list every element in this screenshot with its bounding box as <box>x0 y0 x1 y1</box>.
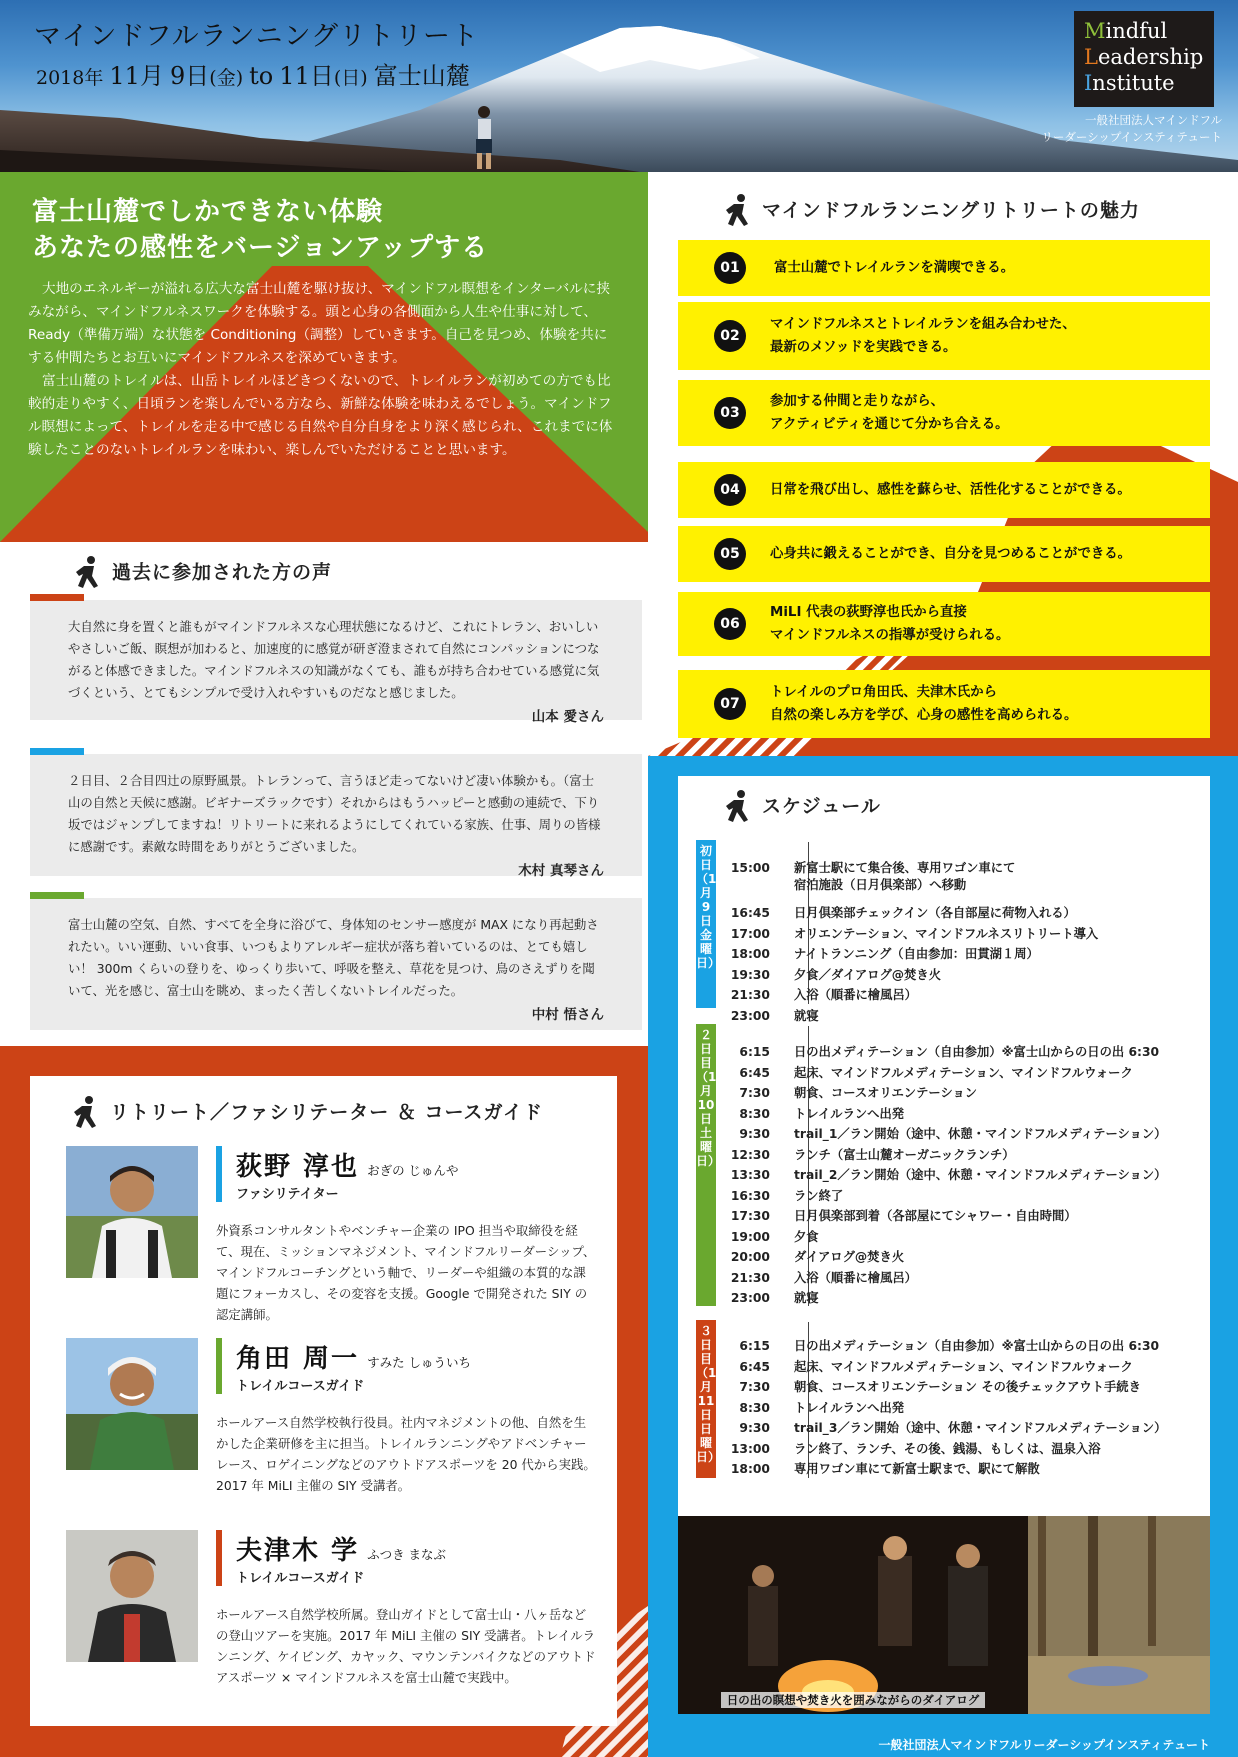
merits-heading: マインドフルランニングリトリートの魅力 <box>724 194 1140 228</box>
facilitator-name: 夫津木 学 ふつき まなぶ <box>236 1536 447 1566</box>
schedule-card <box>678 776 1210 1714</box>
merit-text: 日常を飛び出し、感性を蘇らせ、活性化することができる。 <box>770 482 1131 498</box>
portrait-photo <box>66 1530 198 1662</box>
schedule-time: 21:30 <box>730 988 770 1002</box>
schedule-event: トレイルランへ出発 <box>794 1400 905 1415</box>
schedule-event: trail_1／ラン開始（途中、休憩・マインドフルメディテーション） <box>794 1127 1167 1141</box>
event-title: マインドフルランニングリトリート <box>34 21 480 52</box>
facilitator-bio: ホールアース自然学校所属。登山ガイドとして富士山・八ヶ岳などの登山ツアーを実施。2017 年 MiLI 主催の SIY 受講者。トレイルランニング、ケイビング、カヤック、マウンテンバイクなどのアウトドアスポーツ × マインドフルネスを富士山麓で実践中。 <box>216 1607 596 1685</box>
schedule-time: 17:30 <box>730 1209 770 1223</box>
schedule-event: 就寝 <box>794 1008 819 1023</box>
schedule-time: 9:30 <box>739 1127 770 1141</box>
day-label-2: ２日目（11月10日 土曜日） <box>696 1024 716 1306</box>
header-banner <box>0 0 1238 172</box>
schedule-event: trail_2／ラン開始（途中、休憩・マインドフルメディテーション） <box>794 1168 1167 1182</box>
merit-text: 参加する仲間と走りながら、 アクティビティを通じて分かち合える。 <box>770 394 1009 432</box>
voice-text: 富士山麓の空気、自然、すべてを全身に浴びて、身体知のセンサー感度が MAX になり再起動されたい。いい運動、いい食事、いつもよりアレルギー症状が落ち着いているのは、とても嬉しい！ 300m くらいの登りを、ゆっくり歩いて、呼吸を整え、草花を見つけ、鳥のさえずりを聞いて、光を感じ、富士山を眺め、まったく苦しくないトレイルだった。 <box>68 917 599 998</box>
schedule-time: 18:00 <box>730 947 770 961</box>
voice-text: 大自然に身を置くと誰もがマインドフルネスな心理状態になるけど、これにトレラン、おいしいやさしいご飯、瞑想が加わると、加速度的に感覚が研ぎ澄まされて自然にコンパッションにつながると体感できました。マインドフルネスの知識がなくても、誰もが持ち合わせている感覚に気づくという、とてもシンプルで受け入れやすいものだなと感じました。 <box>68 619 600 700</box>
schedule-event: 夕食 <box>794 1229 819 1244</box>
schedule-time: 23:00 <box>730 1008 770 1023</box>
facilitator-kana: おぎの じゅんや <box>367 1163 459 1178</box>
merit-text: MiLI 代表の荻野淳也氏から直接 マインドフルネスの指導が受けられる。 <box>770 605 1010 643</box>
schedule-event: ランチ（富士山麓オーガニックランチ） <box>794 1147 1015 1162</box>
facilitator-kana: ふつき まなぶ <box>367 1547 447 1562</box>
schedule-time: 19:30 <box>730 967 770 982</box>
schedule-time: 8:30 <box>739 1106 770 1121</box>
schedule-time: 13:30 <box>730 1168 770 1182</box>
schedule-event: 入浴（順番に檜風呂） <box>794 1270 917 1285</box>
merit-text: 心身共に鍛えることができ、自分を見つめることができる。 <box>770 546 1132 562</box>
merit-number-badge: 06 <box>714 608 746 640</box>
portrait-photo <box>66 1338 198 1470</box>
voice-author: 木村 真琴さん <box>518 863 604 879</box>
schedule-event: 入浴（順番に檜風呂） <box>794 988 917 1002</box>
intro-paragraph-1: 大地のエネルギーが溢れる広大な富士山麓を駆け抜け、マインドフル瞑想をインターバルに挟みながら、マインドフルネスワークを体験する。頭と心身の各側面から人生や仕事に対して、Ready（準備万端）な状態を Conditioning（調整）していきます。自己を見つめ、体験を共にする仲間たちとお互いにマインドフルネスを深めていきます。 <box>28 281 610 366</box>
schedule-time: 21:30 <box>730 1270 770 1285</box>
mili-logo: Mindful Leadership Institute <box>1074 11 1214 107</box>
schedule-event: ラン終了 <box>794 1188 844 1203</box>
intro-section <box>0 172 648 542</box>
schedule-time: 18:00 <box>730 1462 770 1476</box>
voice-author: 中村 悟さん <box>531 1007 604 1023</box>
merit-item <box>678 380 1210 446</box>
merit-item <box>678 302 1210 370</box>
schedule-time: 7:30 <box>739 1380 770 1394</box>
facilitator-role: トレイルコースガイド <box>236 1379 365 1394</box>
voice-accent-bar <box>30 748 84 755</box>
schedule-time: 16:30 <box>730 1188 770 1203</box>
merit-item <box>678 670 1210 738</box>
merit-text: マインドフルネスとトレイルランを組み合わせた、 最新のメソッドを実践できる。 <box>770 317 1076 355</box>
facilitator-role: ファシリテイター <box>236 1187 339 1202</box>
runner-icon <box>74 556 102 590</box>
schedule-event: 起床、マインドフルメディテーション、マインドフルウォーク <box>794 1065 1133 1080</box>
schedule-event: 日の出メディテーション（自由参加）※富士山からの日の出 6:30 <box>794 1045 1160 1059</box>
schedule-event: トレイルランへ出発 <box>794 1106 905 1121</box>
event-date: 2018年 11月 9日(金) to 11日(日) 富士山麓 <box>36 62 470 90</box>
merit-item <box>678 240 1210 296</box>
schedule-event: 起床、マインドフルメディテーション、マインドフルウォーク <box>794 1359 1133 1374</box>
facilitator-bio: 外資系コンサルタントやベンチャー企業の IPO 担当や取締役を経て、現在、ミッションマネジメント、マインドフルリーダーシップ、マインドフルコーチングという軸で、リーダーや組織の本質的な課題にフォーカスし、その変容を支援。Google で開発された SIY の認定講師。 <box>216 1223 596 1322</box>
schedule-time: 7:30 <box>739 1086 770 1100</box>
facilitator-name: 角田 周一 すみた しゅういち <box>236 1344 472 1374</box>
portrait-photo <box>66 1146 198 1278</box>
schedule-time: 15:00 <box>730 861 770 875</box>
schedule-event: 夕食／ダイアログ@焚き火 <box>794 967 941 982</box>
facilitator-name: 荻野 淳也 おぎの じゅんや <box>236 1152 459 1182</box>
merit-text: トレイルのプロ角田氏、夫津木氏から 自然の楽しみ方を学び、心身の感性を高められる。 <box>770 685 1078 723</box>
schedule-time: 20:00 <box>730 1250 770 1264</box>
intro-paragraph-2: 富士山麓のトレイルは、山岳トレイルほどきつくないので、トレイルランが初めての方でも比較的走りやすく、日頃ランを楽しんでいる方なら、新鮮な体験を味わえるでしょう。マインドフル瞑想によって、トレイルを走る中で感じる自然や自分自身をより深く感じられ、これまでに体験したことのないトレイルランを味わい、楽しんでいただけることと思います。 <box>28 373 613 458</box>
merit-number-badge: 03 <box>714 397 746 429</box>
merit-item <box>678 592 1210 656</box>
voices-section <box>0 542 648 1046</box>
merits-section <box>648 172 1238 756</box>
schedule-event: オリエンテーション、マインドフルネスリトリート導入 <box>794 926 1099 941</box>
schedule-event: ラン終了、ランチ、その後、銭湯、もしくは、温泉入浴 <box>794 1441 1101 1456</box>
schedule-time: 6:15 <box>739 1045 770 1059</box>
schedule-event: 就寝 <box>794 1291 819 1305</box>
footer-organization: 一般社団法人マインドフルリーダーシップインスティテュート <box>878 1738 1210 1752</box>
schedule-event: 朝食、コースオリエンテーション その後チェックアウト手続き <box>794 1380 1141 1394</box>
voice-accent-bar <box>30 892 84 899</box>
schedule-time: 16:45 <box>730 906 770 920</box>
logo-word-1: indful <box>1105 19 1168 43</box>
schedule-section <box>648 756 1238 1757</box>
schedule-time: 12:30 <box>730 1147 770 1162</box>
voice-text: ２日目、２合目四辻の原野風景。トレランって、言うほど走ってないけど凄い体験かも。（富士山の自然と天候に感謝。ビギナーズラックです）それからはもうハッピーと感動の連続で、下り坂ではジャンプしてますね！リトリートに来れるようにしてくれている家族、仕事、周りの皆様に感謝です。素敵な時間をありがとうございました。 <box>68 773 601 854</box>
schedule-time: 23:00 <box>730 1291 770 1305</box>
merit-item <box>678 526 1210 582</box>
facilitator-kana: すみた しゅういち <box>367 1355 472 1370</box>
logo-word-3: nstitute <box>1092 71 1175 95</box>
schedule-time: 8:30 <box>739 1400 770 1415</box>
facilitator-bio: ホールアース自然学校執行役員。社内マネジメントの他、自然を生かした企業研修を主に担当。トレイルランニングやアドベンチャーレース、ロゲイニングなどのアウトドアスポーツを 20 代から実践。2017 年 MiLI 主催の SIY 受講者。 <box>216 1415 596 1493</box>
facilitator-sumita <box>66 1338 606 1508</box>
schedule-time: 19:00 <box>730 1229 770 1244</box>
schedule-event: 朝食、コースオリエンテーション <box>794 1086 978 1100</box>
campfire-photos <box>678 1516 1210 1714</box>
intro-heading: 富士山麓でしかできない体験 あなたの感性をバージョンアップする <box>32 197 489 263</box>
merit-item <box>678 462 1210 518</box>
facilitators-section <box>0 1046 648 1757</box>
runner-icon <box>72 1096 100 1130</box>
merit-number-badge: 01 <box>714 252 746 284</box>
facilitators-card <box>30 1076 617 1726</box>
voice-accent-bar <box>30 594 84 601</box>
voices-heading: 過去に参加された方の声 <box>74 556 332 590</box>
schedule-time: 6:15 <box>739 1339 770 1353</box>
schedule-time: 9:30 <box>739 1421 770 1435</box>
schedule-event: 日月倶楽部チェックイン（各自部屋に荷物入れる） <box>794 906 1076 920</box>
day-label-1: 初日（11月9日 金曜日） <box>696 840 716 1008</box>
voice-author: 山本 愛さん <box>531 709 604 725</box>
merit-number-badge: 07 <box>714 688 746 720</box>
voice-card-2 <box>30 754 642 879</box>
day-label-3: ３日目（11月11日 日曜日） <box>696 1320 716 1478</box>
merit-number-badge: 04 <box>714 474 746 506</box>
facilitator-ogino <box>66 1146 606 1322</box>
voice-card-1 <box>30 600 642 725</box>
schedule-heading: スケジュール <box>724 790 881 824</box>
intro-body <box>28 278 614 462</box>
schedule-event: trail_3／ラン開始（途中、休憩・マインドフルメディテーション） <box>794 1421 1167 1435</box>
logo-word-2: eadership <box>1097 45 1204 69</box>
schedule-event: 専用ワゴン車にて新富士駅まで、駅にて解散 <box>794 1462 1040 1476</box>
voice-card-3 <box>30 898 642 1030</box>
facilitator-role: トレイルコースガイド <box>236 1571 365 1586</box>
photo-caption: 日の出の瞑想や焚き火を囲みながらのダイアログ <box>678 1692 1028 1708</box>
schedule-time: 6:45 <box>739 1065 770 1080</box>
schedule-event: ナイトランニング（自由参加：田貫湖１周） <box>794 947 1039 961</box>
runner-icon <box>724 194 752 228</box>
schedule-event: 新富士駅にて集合後、専用ワゴン車にて 宿泊施設（日月倶楽部）へ移動 <box>794 861 1016 892</box>
schedule-event: ダイアログ@焚き火 <box>794 1250 905 1264</box>
merit-text: 富士山麓でトレイルランを満喫できる。 <box>774 260 1015 276</box>
merit-number-badge: 05 <box>714 538 746 570</box>
merit-number-badge: 02 <box>714 320 746 352</box>
schedule-time: 13:00 <box>730 1441 770 1456</box>
facilitator-futsuki <box>66 1530 606 1700</box>
runner-icon <box>724 790 752 824</box>
schedule-event: 日の出メディテーション（自由参加）※富士山からの日の出 6:30 <box>794 1339 1160 1353</box>
schedule-event: 日月倶楽部到着（各部屋にてシャワー・自由時間） <box>794 1209 1077 1223</box>
schedule-time: 17:00 <box>730 926 770 941</box>
facilitators-heading: リトリート／ファシリテーター ＆ コースガイド <box>72 1096 543 1130</box>
schedule-time: 6:45 <box>739 1359 770 1374</box>
organization-name: 一般社団法人マインドフル リーダーシップインスティテュート <box>1041 113 1222 144</box>
